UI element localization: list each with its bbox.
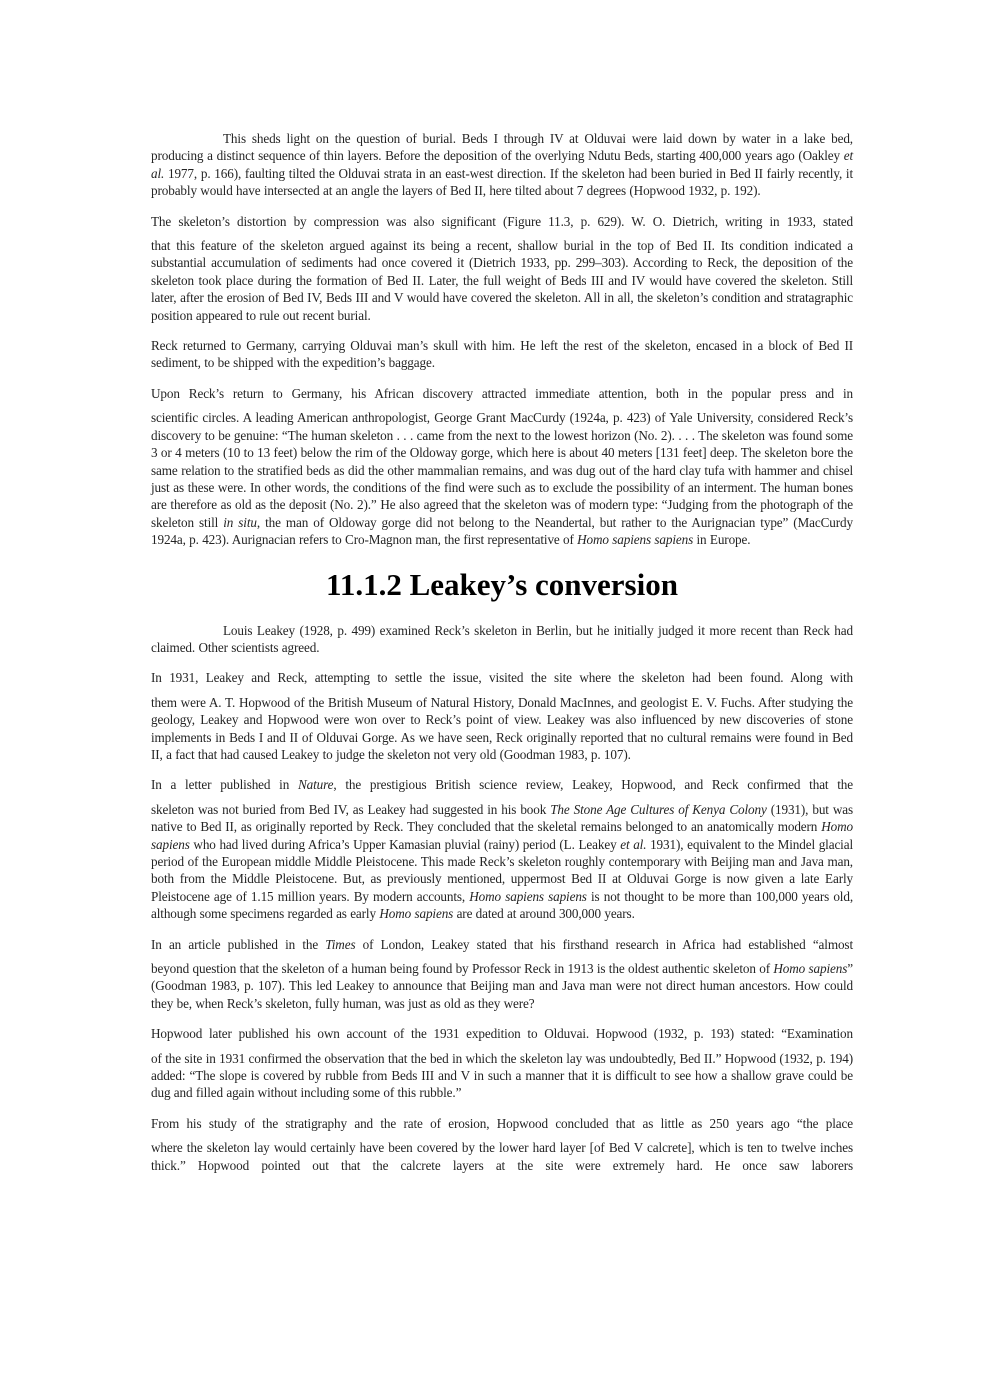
paragraph-text — [151, 694, 853, 764]
text-segment: (1931), but was native to Bed II, as originally reported by Reck. They concluded that the skeletal remains belonged to an anatomically modern — [151, 801, 853, 835]
paragraph-lead-line — [151, 936, 853, 953]
text-segment: Louis Leakey (1928, p. 499) examined Reck’s skeleton in Berlin, but he initially judged it more recent than Reck had claimed. Other scientists agreed. — [151, 622, 853, 655]
italic-text-segment: in situ — [223, 514, 257, 530]
paragraph-text — [151, 337, 853, 372]
text-segment: beyond question that the skeleton of a human being found by Professor Reck in 1913 is the oldest authentic skeleton of — [151, 961, 774, 977]
paragraph-lead-line — [151, 1025, 853, 1042]
text-segment: are dated at around 300,000 years. — [453, 906, 635, 922]
section-heading: 11.1.2 Leakey’s conversion — [326, 566, 678, 602]
paragraph-text — [151, 237, 853, 324]
text-segment: them were A. T. Hopwood of the British Museum of Natural History, Donald MacInnes, and geologist E. V. Fuchs. After studying the geology, Leakey and Hopwood were won over to Reck’s point of view. Leakey was also influenced by new discoveries of stone implements in Beds I and II of Olduvai Gorge. As we have seen, Reck originally reported that no cultural remains were found in Bed II, a fact that had caused Leakey to judge the skeleton not very old (Goodman 1983, p. 107). — [151, 694, 853, 762]
paragraph — [151, 1025, 853, 1102]
italic-text-segment: Nature — [297, 777, 334, 793]
text-segment: that this feature of the skeleton argued against its being a recent, shallow burial in the top of Bed II. Its condition indicated a substantial accumulation of sediments had once covered it (Dietrich 1933, pp. 299–303). According to Reck, the deposition of the skeleton took place during the formation of Bed II. Later, the full weight of Beds III and IV would have covered the skeleton. Still later, after the erosion of Bed IV, Beds III and V would have covered the skeleton. All in all, the skeleton’s condition and stratagraphic position appeared to rule out recent burial. — [151, 238, 853, 323]
text-segment: in Europe. — [693, 532, 751, 548]
text-segment: This sheds light on the question of burial. Beds I through IV at Olduvai were laid down by water in a lake bed, producing a distinct sequence of thin layers. Before the deposition of the overlying Ndutu Beds, starting 400,000 years ago (Oakley — [151, 131, 853, 164]
text-segment: The skeleton’s distortion by compression was also significant (Figure 11.3, p. 629). W. O. Dietrich, writing in 1933, stated — [151, 213, 853, 229]
text-segment: scientific circles. A leading American anthropologist, George Grant MacCurdy (1924a, p. 423) of Yale University, considered Reck’s discovery to be genuine: “The human skeleton . . . came from the next to the lowest horizon (No. 2). . . . The skeleton was found some 3 or 4 meters (10 to 13 feet) below the rim of the Oldoway gorge, which here is about 40 meters [131 feet] deep. The skeleton bore the same relation to the stratified beds as did the other mammalian remains, and was dug out of the hard clay tufa with hammer and chisel just as these were. In other words, the conditions of the find were such as to exclude the possibility of an interment. The human bones are therefore as old as the deposit (No. 2).” He also agreed that the skeleton was of modern type: “Judging from the photograph of the skeleton still — [151, 410, 853, 530]
text-segment: In an article published in the — [151, 936, 326, 952]
text-segment: is not thought to be more than 100,000 years old, although some specimens regarded as early — [151, 888, 853, 922]
paragraph — [151, 130, 853, 200]
italic-text-segment: et al. — [620, 836, 647, 852]
paragraph — [151, 622, 853, 657]
paragraph-text — [151, 1050, 853, 1102]
text-segment: From his study of the stratigraphy and the rate of erosion, Hopwood concluded that as little as 250 years ago “the place — [151, 1115, 853, 1131]
paragraph-lead-line — [151, 385, 853, 402]
text-segment: ” (Goodman 1983, p. 107). This led Leakey to announce that Beijing man and Java man were not direct human ancestors. How could they be, when Reck’s skeleton, fully human, was just as old as they were? — [151, 961, 853, 1011]
italic-text-segment: et al. — [151, 148, 853, 181]
text-segment: skeleton was not buried from Bed IV, as Leakey had suggested in his book — [151, 801, 551, 817]
text-segment: Reck returned to Germany, carrying Olduvai man’s skull with him. He left the rest of the skeleton, encased in a block of Bed II sediment, to be shipped with the expedition’s baggage. — [151, 338, 853, 371]
text-segment: where the skeleton lay would certainly have been covered by the lower hard layer [of Bed V calcrete], which is ten to twelve inches thick.” Hopwood pointed out that the calcrete layers at the site were extremely hard. He once saw laborers — [151, 1140, 853, 1173]
italic-text-segment: Homo sapiens — [151, 819, 853, 852]
text-segment: who had lived during Africa’s Upper Kamasian pluvial (rainy) period (L. Leakey — [189, 836, 621, 852]
text-segment: 1977, p. 166), faulting tilted the Olduvai strata in an east-west direction. If the skeleton had been buried in Bed II fairly recently, it probably would have intersected at an angle the layers of Bed II, here tilted about 7 degrees (Hopwood 1932, p. 192). — [151, 165, 853, 199]
text-segment: Hopwood later published his own account of the 1931 expedition to Olduvai. Hopwood (1932, p. 193) stated: “Examination — [151, 1026, 853, 1042]
italic-text-segment: The Stone Age Cultures of Kenya Colony — [550, 801, 767, 817]
text-segment: of London, Leakey stated that his firsthand research in Africa had established “almost — [355, 936, 853, 952]
paragraph — [151, 936, 853, 1013]
paragraph — [151, 669, 853, 763]
paragraph — [151, 385, 853, 549]
text-segment: , the prestigious British science review, Leakey, Hopwood, and Reck confirmed that the — [333, 777, 853, 793]
paragraph-text — [151, 409, 853, 548]
paragraph — [151, 213, 853, 324]
document-body — [151, 130, 853, 1174]
paragraph-text — [151, 622, 853, 657]
paragraph-text — [151, 960, 853, 1012]
text-segment: of the site in 1931 confirmed the observation that the bed in which the skeleton lay was undoubtedly, Bed II.” Hopwood (1932, p. 194) added: “The slope is covered by rubble from Beds III and V in such a manner that it is difficult to see how a shallow grave could be dug and filled again without including some of this rubble.” — [151, 1050, 853, 1101]
paragraph — [151, 1115, 853, 1174]
paragraph — [151, 337, 853, 372]
text-segment: , the man of Oldoway gorge did not belong to the Neandertal, but rather to the Aurignacian type” (MacCurdy 1924a, p. 423). Aurignacian refers to Cro-Magnon man, the first representative of — [151, 514, 853, 548]
italic-text-segment: Homo sapiens sapiens — [469, 888, 587, 904]
paragraph-lead-line — [151, 1115, 853, 1132]
paragraph-text — [151, 130, 853, 200]
italic-text-segment: Times — [325, 936, 356, 952]
text-segment: 1931), equivalent to the Mindel glacial period of the European middle Middle Pleistocene. This made Reck’s skeleton roughly contemporary with Beijing man and Java man, both from the Middle Pleistocene. But, as previously mentioned, uppermost Bed II at Olduvai Gorge is now given a late Early Pleistocene age of 1.15 million years. By modern accounts, — [151, 836, 853, 904]
text-segment: In a letter published in — [151, 777, 298, 793]
paragraph-lead-line — [151, 213, 853, 230]
italic-text-segment: Homo sapiens — [773, 961, 848, 977]
italic-text-segment: Homo sapiens — [379, 906, 454, 922]
paragraph — [151, 776, 853, 922]
paragraph-lead-line — [151, 776, 853, 793]
italic-text-segment: Homo sapiens sapiens — [577, 532, 694, 548]
text-segment: In 1931, Leakey and Reck, attempting to settle the issue, visited the site where the skeleton had been found. Along with — [151, 670, 853, 686]
paragraph-lead-line — [151, 669, 853, 686]
paragraph-text — [151, 1139, 853, 1174]
text-segment: Upon Reck’s return to Germany, his African discovery attracted immediate attention, both in the popular press and in — [151, 385, 853, 401]
paragraph-text — [151, 801, 853, 923]
